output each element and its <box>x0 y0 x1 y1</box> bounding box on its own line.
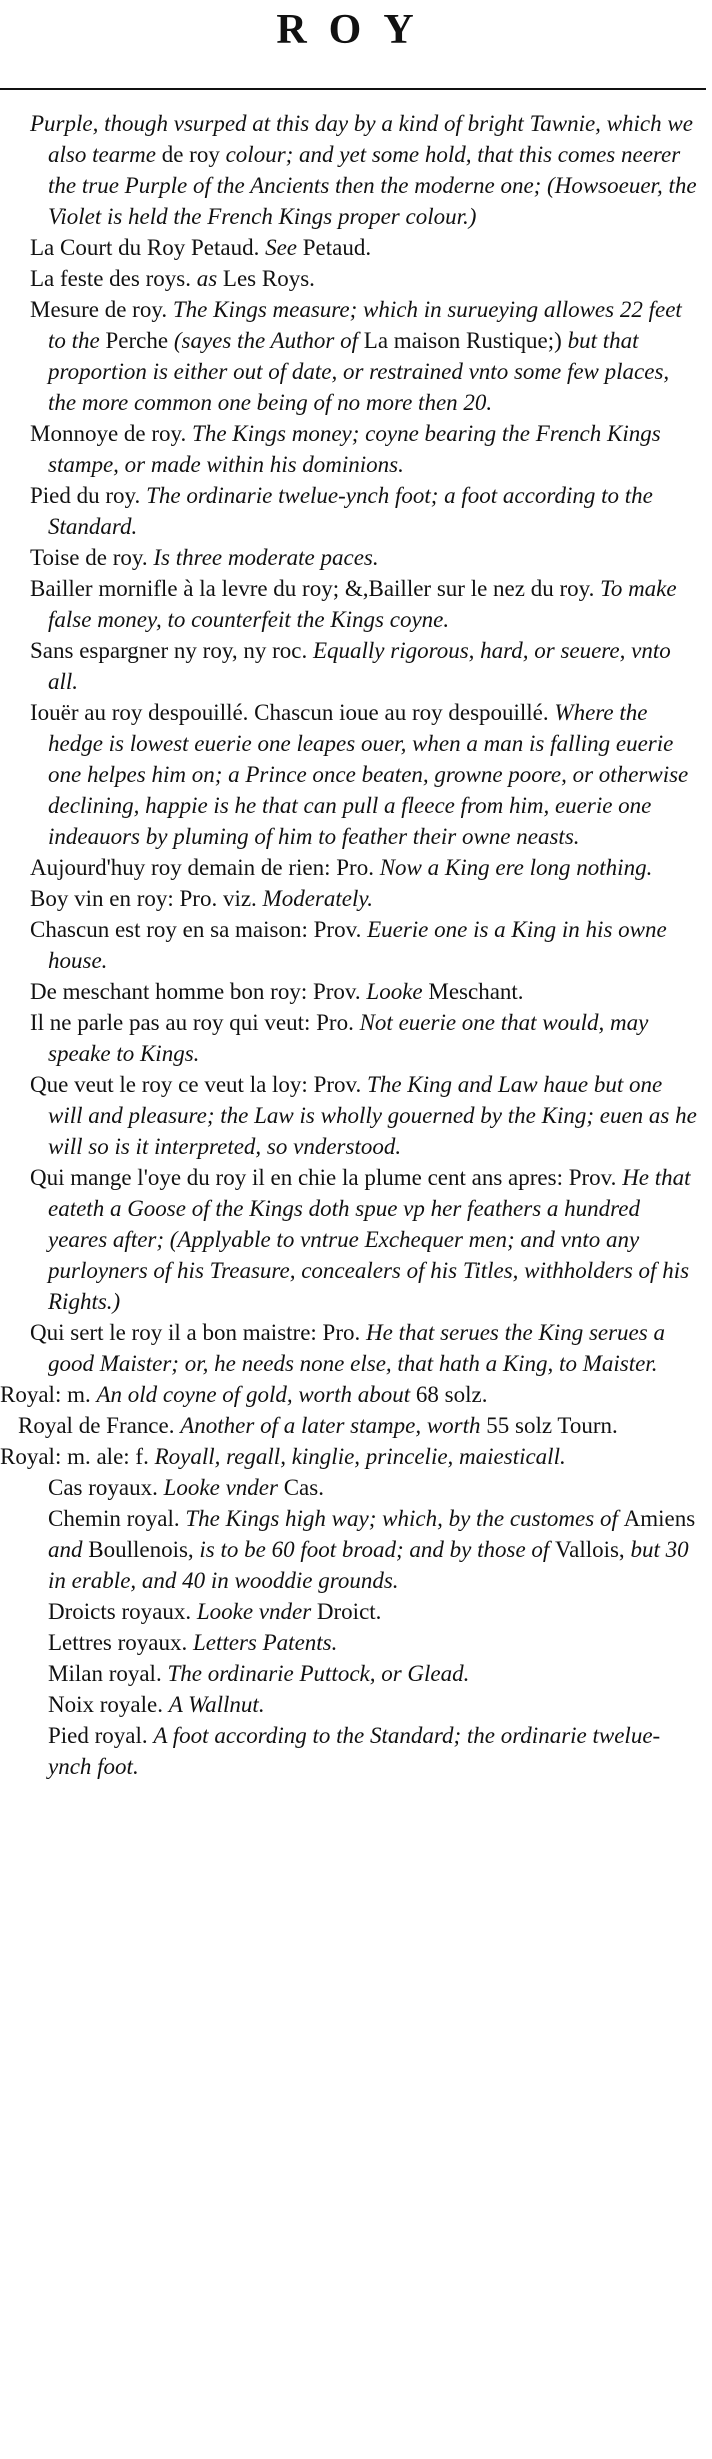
entry-definition-text: but 30 in erable, and 40 in wooddie grounds. <box>48 1537 689 1593</box>
entry-definition-text: He that eateth a Goose of the Kings doth spue vp her feathers a hundred yeares after; (Applyable to vntrue Exchequer men; and vnto any purloyners of his Treasure, concealers of his Titles, withholders of his Rights.) <box>48 1165 691 1314</box>
entry-headword-text: 68 solz. <box>410 1382 488 1407</box>
dictionary-entry <box>30 1689 700 1720</box>
entry-definition-text: but that proportion is either out of date, or restrained vnto some few places, the more common one being of no more then 20. <box>48 328 670 415</box>
entry-headword-text: Cas. <box>277 1475 324 1500</box>
dictionary-entry <box>30 1720 700 1782</box>
dictionary-entry <box>30 573 700 635</box>
entry-definition-text: Equally rigorous, hard, or seuere, vnto all. <box>48 638 671 694</box>
entry-headword-text: Royal de France. <box>18 1413 181 1438</box>
entry-headword-text: Meschant. <box>422 979 524 1004</box>
entry-definition-text: Another of a later stampe, worth <box>180 1413 481 1438</box>
entry-headword-text: Boy vin en roy: Pro. viz. <box>30 886 263 911</box>
entry-definition-text: Looke <box>366 979 423 1004</box>
dictionary-entry <box>30 1162 700 1317</box>
dictionary-entry <box>30 697 700 852</box>
entry-definition-text: and <box>48 1537 89 1562</box>
entry-definition-text: (sayes the Author of <box>168 328 364 353</box>
entry-headword-text: Monnoye de roy. <box>30 421 193 446</box>
entry-definition-text: A foot according to the Standard; the ordinarie twelue-ynch foot. <box>48 1723 661 1779</box>
dictionary-entry <box>30 263 700 294</box>
dictionary-entry <box>30 1596 700 1627</box>
dictionary-entry <box>30 542 700 573</box>
entry-headword-text: Petaud. <box>297 235 372 260</box>
entry-headword-text: Pied royal. <box>48 1723 154 1748</box>
dictionary-entry <box>30 418 700 480</box>
entry-definition-text: To make false money, to counterfeit the Kings coyne. <box>48 576 677 632</box>
dictionary-entry <box>30 1658 700 1689</box>
entry-headword-text: Cas royaux. <box>48 1475 164 1500</box>
entry-headword-text: Vallois, <box>555 1537 625 1562</box>
dictionary-entry <box>0 1441 700 1472</box>
dictionary-entry <box>30 232 700 263</box>
entry-definition-text: Purple, though vsurped at this day by a kind of bright Tawnie, which we also tearme <box>30 111 693 167</box>
entry-headword-text: Toise de roy. <box>30 545 154 570</box>
dictionary-entry <box>30 1007 700 1069</box>
dictionary-entry <box>30 1627 700 1658</box>
entry-headword-text: La maison Rustique;) <box>363 328 562 353</box>
entry-headword-text: Royal: m. <box>0 1382 97 1407</box>
dictionary-entry <box>0 1410 700 1441</box>
dictionary-entry <box>0 1379 700 1410</box>
dictionary-entry <box>30 976 700 1007</box>
entry-headword-text: Boullenois, <box>88 1537 194 1562</box>
header-rule <box>0 88 706 90</box>
entry-definition-text: The Kings money; coyne bearing the French Kings stampe, or made within his dominions. <box>48 421 661 477</box>
page-header <box>0 0 712 100</box>
entry-headword-text: Droict. <box>311 1599 382 1624</box>
entry-definition-text: Is three moderate paces. <box>153 545 379 570</box>
entry-definition-text: The King and Law haue but one will and pleasure; the Law is wholly gouerned by the King; euen as he will so is it interpreted, so vnderstood. <box>48 1072 697 1159</box>
entry-definition-text: is to be 60 foot broad; and by those of <box>193 1537 556 1562</box>
entry-definition-text: Letters Patents. <box>192 1630 338 1655</box>
entry-headword-text: Les Roys. <box>217 266 315 291</box>
entry-definition-text: Moderately. <box>262 886 374 911</box>
entry-definition-text: The Kings measure; which in surueying allowes 22 feet to the <box>48 297 682 353</box>
dictionary-entry <box>30 852 700 883</box>
dictionary-entry <box>30 108 700 232</box>
entry-headword-text: de roy <box>161 142 220 167</box>
entry-headword-text: Lettres royaux. <box>48 1630 193 1655</box>
entry-definition-text: An old coyne of gold, worth about <box>96 1382 411 1407</box>
entry-definition-text: Not euerie one that would, may speake to Kings. <box>48 1010 649 1066</box>
entry-headword-text: Qui mange l'oye du roy il en chie la plume cent ans apres: Prov. <box>30 1165 623 1190</box>
entry-definition-text: as <box>196 266 218 291</box>
entry-definition-text: Now a King ere long nothing. <box>379 855 653 880</box>
entry-headword-text: Royal: m. ale: f. <box>0 1444 155 1469</box>
dictionary-entry <box>30 480 700 542</box>
entry-definition-text: Where the hedge is lowest euerie one leapes ouer, when a man is falling euerie one helpes him on; a Prince once beaten, growne poore, or otherwise declining, happie is he that can pull a fleece from him, euerie one indeauors by pluming of him to feather their owne neasts. <box>48 700 689 849</box>
dictionary-entry <box>30 1317 700 1379</box>
entry-headword-text: Amiens <box>623 1506 696 1531</box>
dictionary-entry <box>30 1069 700 1162</box>
entry-definition-text: Looke vnder <box>163 1475 278 1500</box>
entry-headword-text: Perche <box>105 328 169 353</box>
dictionary-body <box>0 108 700 1782</box>
entry-headword-text: Noix royale. <box>48 1692 169 1717</box>
entry-headword-text: Droicts royaux. <box>48 1599 197 1624</box>
entry-headword-text: Il ne parle pas au roy qui veut: Pro. <box>30 1010 360 1035</box>
entry-headword-text: Chemin royal. <box>48 1506 186 1531</box>
entry-headword-text: Aujourd'huy roy demain de rien: Pro. <box>30 855 380 880</box>
page-title: ROY <box>276 7 436 53</box>
dictionary-entry <box>30 883 700 914</box>
dictionary-entry <box>30 914 700 976</box>
entry-headword-text: Pied du roy. <box>30 483 147 508</box>
dictionary-entry <box>30 1503 700 1596</box>
entry-headword-text: La feste des roys. <box>30 266 197 291</box>
entry-definition-text: The Kings high way; which, by the customes of <box>185 1506 624 1531</box>
entry-definition-text: He that serues the King serues a good Maister; or, he needs none else, that hath a King, to Maister. <box>48 1320 665 1376</box>
entry-definition-text: See <box>265 235 298 260</box>
entry-definition-text: Looke vnder <box>196 1599 312 1624</box>
entry-headword-text: Bailler mornifle à la levre du roy; &,Bailler sur le nez du roy. <box>30 576 601 601</box>
entry-definition-text: A Wallnut. <box>168 1692 265 1717</box>
entry-headword-text: Que veut le roy ce veut la loy: Prov. <box>30 1072 368 1097</box>
entry-definition-text: Euerie one is a King in his owne house. <box>48 917 667 973</box>
entry-definition-text: The ordinarie Puttock, or Glead. <box>167 1661 470 1686</box>
entry-headword-text: 55 solz Tourn. <box>480 1413 618 1438</box>
dictionary-entry <box>30 294 700 418</box>
entry-headword-text: De meschant homme bon roy: Prov. <box>30 979 367 1004</box>
dictionary-entry <box>30 1472 700 1503</box>
entry-headword-text: Chascun est roy en sa maison: Prov. <box>30 917 368 942</box>
entry-headword-text: Milan royal. <box>48 1661 168 1686</box>
entry-headword-text: Mesure de roy. <box>30 297 173 322</box>
entry-definition-text: colour; and yet some hold, that this comes neerer the true Purple of the Ancients then the moderne one; (Howsoeuer, the Violet is held the French Kings proper colour.) <box>48 142 697 229</box>
entry-definition-text: Royall, regall, kinglie, princelie, maiesticall. <box>154 1444 566 1469</box>
entry-definition-text: The ordinarie twelue-ynch foot; a foot according to the Standard. <box>48 483 653 539</box>
entry-headword-text: La Court du Roy Petaud. <box>30 235 266 260</box>
dictionary-entry <box>30 635 700 697</box>
entry-headword-text: Sans espargner ny roy, ny roc. <box>30 638 313 663</box>
entry-headword-text: Qui sert le roy il a bon maistre: Pro. <box>30 1320 366 1345</box>
entry-headword-text: Iouër au roy despouillé. Chascun ioue au roy despouillé. <box>30 700 555 725</box>
